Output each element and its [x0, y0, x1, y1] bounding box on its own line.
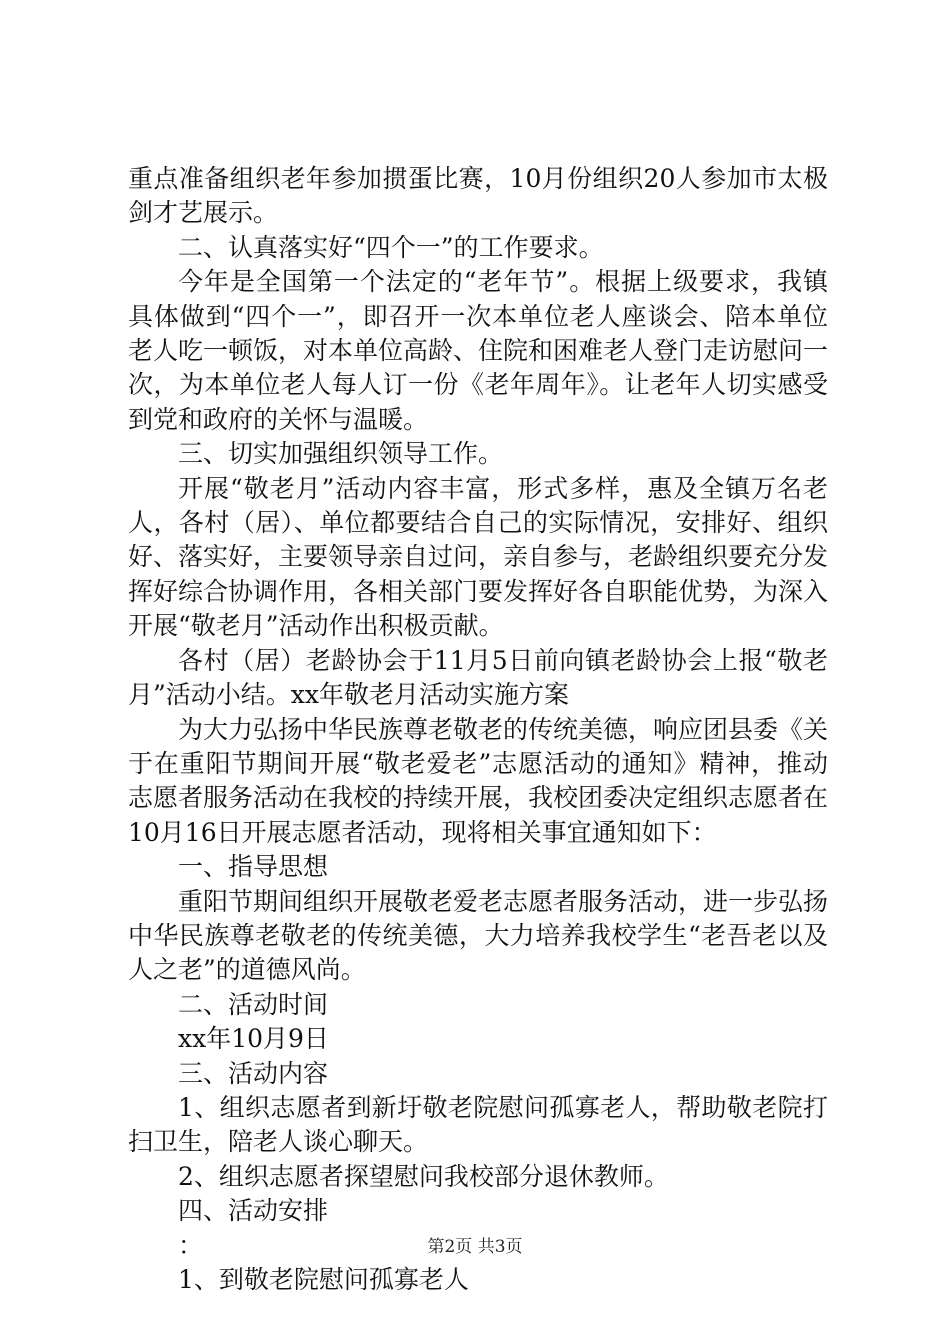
paragraph: 今年是全国第一个法定的“老年节”。根据上级要求，我镇具体做到“四个一”，即召开一次本单位老人座谈会、陪本单位老人吃一顿饭，对本单位高龄、住院和困难老人登门走访慰问一次，为本单位老人每人订一份《老年周年》。让老年人切实感受到党和政府的关怀与温暖。 [128, 267, 829, 434]
paragraph: 重阳节期间组织开展敬老爱老志愿者服务活动，进一步弘扬中华民族尊老敬老的传统美德，大力培养我校学生“老吾老以及人之老”的道德风尚。 [128, 886, 829, 985]
paragraph: 二、认真落实好“四个一”的工作要求。 [178, 232, 604, 262]
page-footer: 第2页 共3页 [427, 1237, 523, 1257]
paragraph: 三、活动内容 [178, 1058, 329, 1088]
paragraph: 1、到敬老院慰问孤寡老人 [178, 1265, 469, 1294]
paragraph: 四、活动安排 [178, 1196, 329, 1226]
paragraph: 重点准备组织老年参加掼蛋比赛，10月份组织20人参加市太极剑才艺展示。 [128, 164, 828, 228]
paragraph: 开展“敬老月”活动内容丰富，形式多样，惠及全镇万名老人，各村（居）、单位都要结合自己的实际情况，安排好、组织好、落实好，主要领导亲自过问，亲自参与，老龄组织要充分发挥好综合协调作用，各相关部门要发挥好各自职能优势，为深入开展“敬老月”活动作出积极贡献。 [128, 473, 829, 641]
paragraph: 1、组织志愿者到新圩敬老院慰问孤寡老人，帮助敬老院打扫卫生，陪老人谈心聊天。 [128, 1092, 828, 1157]
paragraph: ： [178, 1230, 204, 1260]
document-body [128, 162, 828, 1297]
paragraph: 为大力弘扬中华民族尊老敬老的传统美德，响应团县委《关于在重阳节期间开展“敬老爱老”志愿活动的通知》精神，推动志愿者服务活动在我校的持续开展，我校团委决定组织志愿者在10月16日开展志愿者活动，现将相关事宜通知如下： [128, 714, 829, 847]
paragraph: 各村（居）老龄协会于11月5日前向镇老龄协会上报“敬老月”活动小结。xx年敬老月活动实施方案 [128, 645, 828, 710]
paragraph: 二、活动时间 [178, 989, 329, 1019]
paragraph: 一、指导思想 [178, 852, 329, 882]
paragraph: xx年10月9日 [178, 1024, 329, 1054]
paragraph: 2、组织志愿者探望慰问我校部分退休教师。 [178, 1161, 669, 1191]
paragraph: 三、切实加强组织领导工作。 [178, 439, 504, 469]
